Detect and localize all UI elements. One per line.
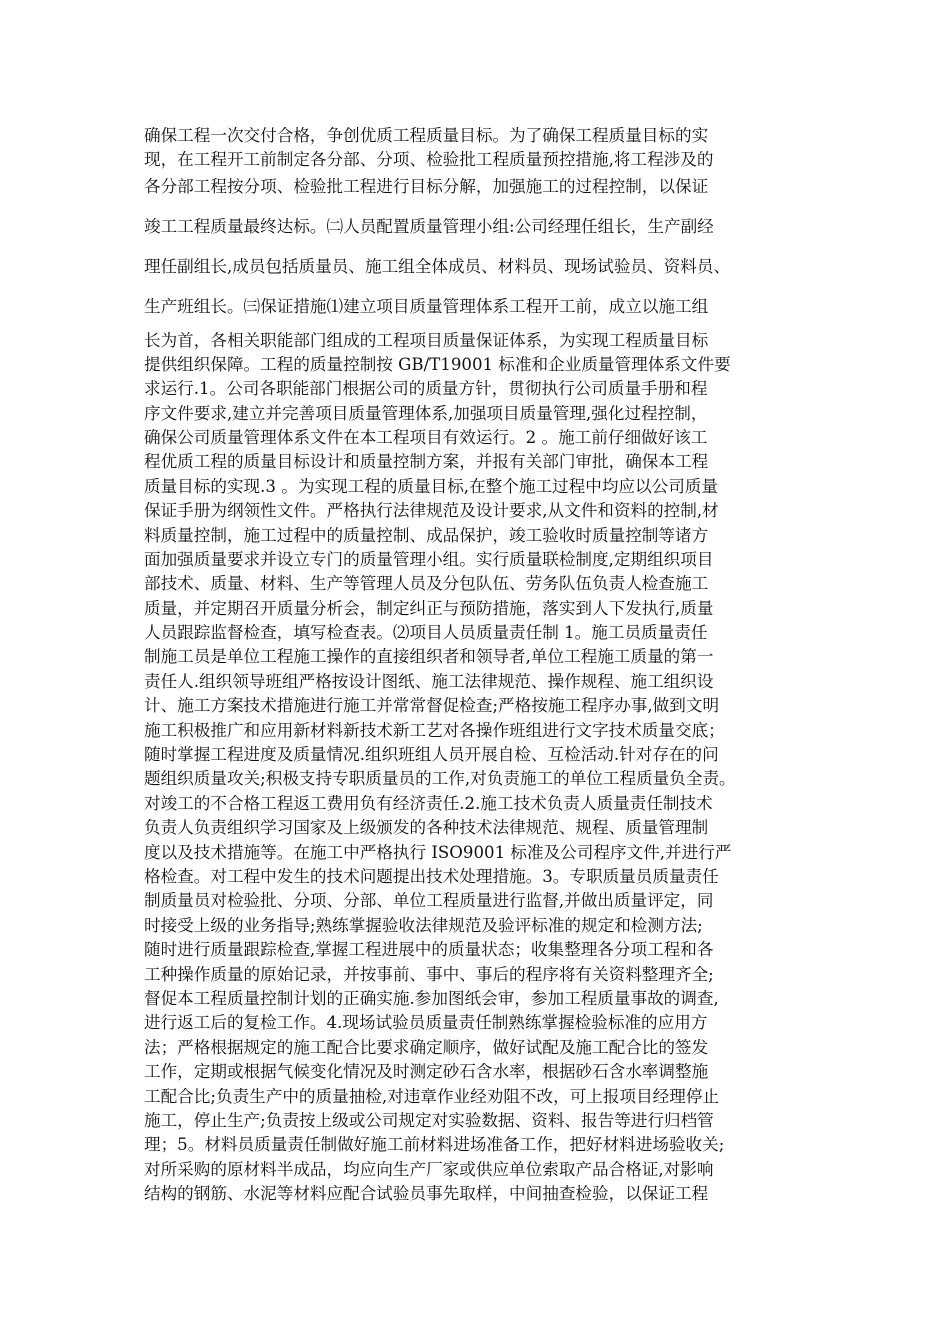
text-line: 督促本工程质量控制计划的正确实施.参加图纸会审，参加工程质量事故的调查, <box>144 988 719 1008</box>
text-line: 度以及技术措施等。在施工中严格执行 ISO9001 标准及公司程序文件,并进行严 <box>144 842 732 862</box>
text-line: 质量，并定期召开质量分析会，制定纠正与预防措施，落实到人下发执行,质量 <box>144 598 714 618</box>
text-line: 求运行.1。公司各职能部门根据公司的质量方针，贯彻执行公司质量手册和程 <box>144 379 708 399</box>
text-line: 提供组织保障。工程的质量控制按 GB/T19001 标准和企业质量管理体系文件要 <box>144 354 731 374</box>
text-line: 题组织质量攻关;积极支持专职质量员的工作,对负责施工的单位工程质量负全责。 <box>144 769 736 789</box>
text-line: 工作，定期或根据气候变化情况及时测定砂石含水率，根据砂石含水率调整施 <box>144 1062 709 1082</box>
text-line: 对所采购的原材料半成品，均应向生产厂家或供应单位索取产品合格证,对影响 <box>144 1159 714 1179</box>
text-line: 负责人负责组织学习国家及上级颁发的各种技术法律规范、规程、质量管理制 <box>144 818 709 838</box>
text-line: 部技术、质量、材料、生产等管理人员及分包队伍、劳务队伍负责人检查施工 <box>144 574 709 594</box>
text-line: 人员跟踪监督检查，填写检查表。⑵项目人员质量责任制 1。施工员质量责任 <box>144 623 708 643</box>
text-line: 确保公司质量管理体系文件在本工程项目有效运行。2 。施工前仔细做好该工 <box>144 427 708 447</box>
text-line: 质量目标的实现.3 。为实现工程的质量目标,在整个施工过程中均应以公司质量 <box>144 476 718 496</box>
text-line: 保证手册为纲领性文件。严格执行法律规范及设计要求,从文件和资料的控制,材 <box>144 501 719 521</box>
text-line: 工种操作质量的原始记录，并按事前、事中、事后的程序将有关资料整理齐全; <box>144 964 714 984</box>
text-line: 制质量员对检验批、分项、分部、单位工程质量进行监督,并做出质量评定，同 <box>144 891 714 911</box>
text-line: 工配合比;负责生产中的质量抽检,对违章作业经劝阻不改，可上报项目经理停止 <box>144 1086 720 1106</box>
text-line: 责任人.组织领导班组严格按设计图纸、施工法律规范、操作规程、施工组织设 <box>144 671 714 691</box>
text-line: 随时进行质量跟踪检查,掌握工程进展中的质量状态；收集整理各分项工程和各 <box>144 940 714 960</box>
text-line: 随时掌握工程进度及质量情况.组织班组人员开展自检、互检活动.针对存在的问 <box>144 745 719 765</box>
text-line: 法；严格根据规定的施工配合比要求确定顺序，做好试配及施工配合比的签发 <box>144 1037 709 1057</box>
text-line: 长为首，各相关职能部门组成的工程项目质量保证体系，为实现工程质量目标 <box>144 330 709 350</box>
text-line: 计、施工方案技术措施进行施工并常常督促检查;严格按施工程序办事,做到文明 <box>144 696 720 716</box>
text-line: 对竣工的不合格工程返工费用负有经济责任.2.施工技术负责人质量责任制技术 <box>144 793 713 813</box>
text-line: 生产班组长。㈢保证措施⑴建立项目质量管理体系工程开工前，成立以施工组 <box>144 296 709 316</box>
text-line: 理任副组长,成员包括质量员、施工组全体成员、材料员、现场试验员、资料员、 <box>144 256 731 276</box>
text-line: 料质量控制，施工过程中的质量控制、成品保护，竣工验收时质量控制等诸方 <box>144 525 709 545</box>
text-line: 面加强质量要求并设立专门的质量管理小组。实行质量联检制度,定期组织项目 <box>144 549 714 569</box>
text-line: 施工积极推广和应用新材料新技术新工艺对各操作班组进行文字技术质量交底； <box>144 720 725 740</box>
text-line: 各分部工程按分项、检验批工程进行目标分解，加强施工的过程控制，以保证 <box>144 176 709 196</box>
text-line: 确保工程一次交付合格，争创优质工程质量目标。为了确保工程质量目标的实 <box>144 126 709 145</box>
text-line: 竣工工程质量最终达标。㈡人员配置质量管理小组:公司经理任组长，生产副经 <box>144 216 714 236</box>
text-line: 格检查。对工程中发生的技术问题提出技术处理措施。3。专职质量员质量责任 <box>144 866 719 886</box>
document-body <box>144 124 824 1206</box>
text-line: 施工，停止生产;负责按上级或公司规定对实验数据、资料、报告等进行归档管 <box>144 1110 714 1130</box>
text-line: 进行返工后的复检工作。4.现场试验员质量责任制熟练掌握检验标准的应用方 <box>144 1013 708 1033</box>
text-line: 序文件要求,建立并完善项目质量管理体系,加强项目质量管理,强化过程控制， <box>144 403 708 423</box>
text-line: 理；5。材料员质量责任制做好施工前材料进场准备工作，把好材料进场验收关; <box>144 1135 725 1155</box>
text-line: 结构的钢筋、水泥等材料应配合试验员事先取样，中间抽查检验，以保证工程 <box>144 1184 709 1204</box>
text-line: 时接受上级的业务指导;熟练掌握验收法律规范及验评标准的规定和检测方法; <box>144 915 703 935</box>
text-line: 制施工员是单位工程施工操作的直接组织者和领导者,单位工程施工质量的第一 <box>144 647 714 667</box>
text-line: 现，在工程开工前制定各分部、分项、检验批工程质量预控措施,将工程涉及的 <box>144 150 714 170</box>
text-line: 程优质工程的质量目标设计和质量控制方案，并报有关部门审批，确保本工程 <box>144 452 709 472</box>
